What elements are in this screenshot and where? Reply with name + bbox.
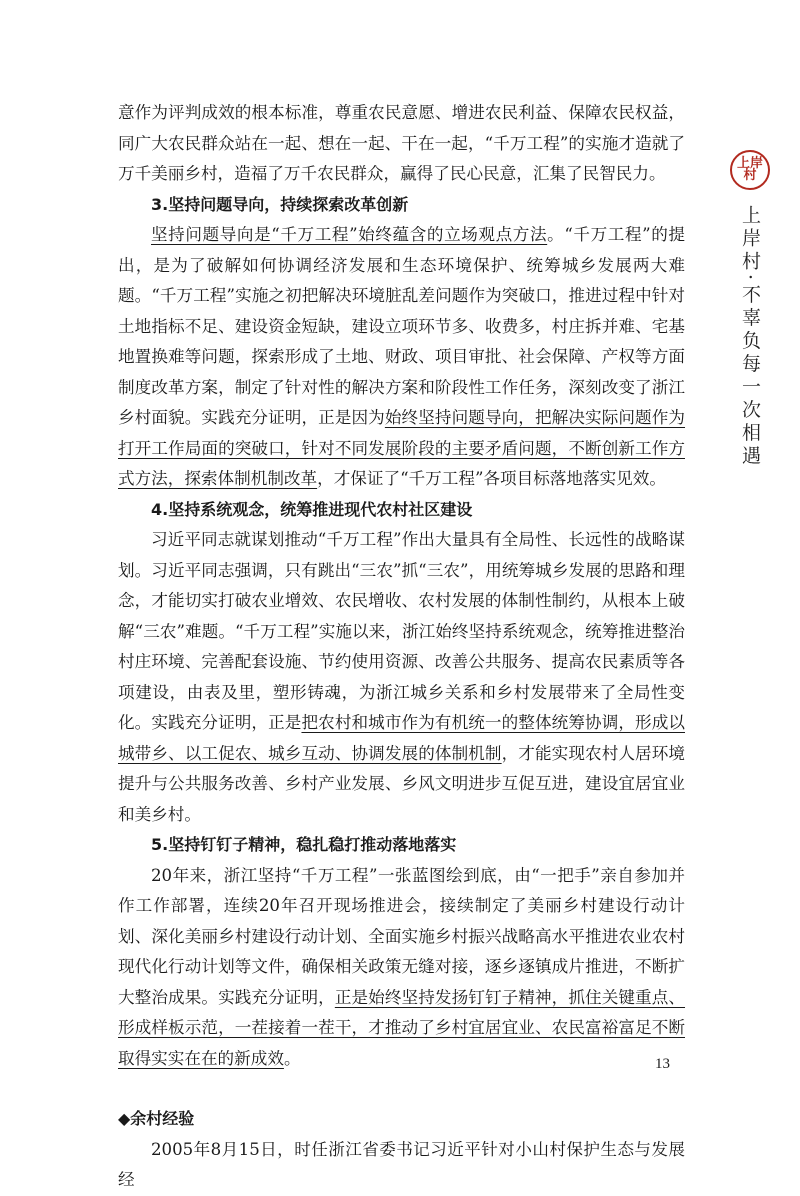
paragraph-5: 2005年8月15日，时任浙江省委书记习近平针对小山村保护生态与发展经	[118, 1139, 685, 1189]
paragraph-2	[118, 220, 685, 495]
text-run: 20年来，浙江坚持“千万工程”一张蓝图绘到底，由“一把手”亲自参加并作工作部署，连续20年召开现场推进会，接续制定了美丽乡村建设行动计划、深化美丽乡村建设行动计划、全面实施乡村振兴战略高水平推进农业农村现代化行动计划等文件，确保相关政策无缝对接，逐乡逐镇成片推进，不断扩大整治成果。实践充分证明，	[118, 865, 685, 1007]
paragraph-3	[118, 525, 685, 830]
underline-text: 坚持问题导向是“千万工程”始终蕴含的立场观点方法	[151, 225, 548, 244]
paragraph-4	[118, 861, 685, 1075]
text-run: ，才能实现农村人居环境提升与公共服务改善、乡村产业发展、乡风文明进步互促互进，建设宜居宜业和美乡村。	[118, 743, 686, 824]
heading-4: 4.坚持系统观念，统筹推进现代农村社区建设	[151, 499, 473, 519]
side-slogan: 上岸村·不辜负每一次相遇	[739, 205, 761, 469]
underline-text: 正是始终坚持发扬钉钉子精神，抓住关键重点、形成样板示范，一茬接着一茬干，才推动了乡村宜居宜业、农民富裕富足不断取得实实在在的新成效	[118, 987, 686, 1068]
text-run: 。“千万工程”的提出，是为了破解如何协调经济发展和生态环境保护、统筹城乡发展两大难题。“千万工程”实施之初把解决环境脏乱差问题作为突破口，推进过程中针对土地指标不足、建设资金短缺，建设立项环节多、收费多，村庄拆并难、宅基地置换难等问题，探索形成了土地、财政、项目审批、社会保障、产权等方面制度改革方案，制定了针对性的解决方案和阶段性工作任务，深刻改变了浙江乡村面貌。实践充分证明，正是因为	[118, 225, 686, 427]
section-heading: ◆余村经验	[118, 1109, 195, 1128]
page-number: 13	[655, 1056, 670, 1072]
paragraph-1: 意作为评判成效的根本标准，尊重农民意愿、增进农民利益、保障农民权益，同广大农民群众站在一起、想在一起、干在一起，“千万工程”的实施才造就了万千美丽乡村，造福了万千农民群众，赢得了民心民意，汇集了民智民力。	[118, 103, 685, 183]
underline-text: 始终坚持问题导向，把解决实际问题作为打开工作局面的突破口，针对不同发展阶段的主要矛盾问题，不断创新工作方式方法，探索体制机制改革	[118, 408, 686, 488]
text-run: ，才保证了“千万工程”各项目标落地落实见效。	[317, 469, 666, 488]
heading-5: 5.坚持钉钉子精神，稳扎稳打推动落地落实	[151, 835, 457, 854]
text-run: 习近平同志就谋划推动“千万工程”作出大量具有全局性、长远性的战略谋划。习近平同志强调，只有跳出“三农”抓“三农”，用统筹城乡发展的思路和理念，才能切实打破农业增效、农民增收、农村发展的体制性制约，从根本上破解“三农”难题。“千万工程”实施以来，浙江始终坚持系统观念，统筹推进整治村庄环境、完善配套设施、节约使用资源、改善公共服务、提高农民素质等各项建设，由表及里，塑形铸魂，为浙江城乡关系和乡村发展带来了全局性变化。实践充分证明，正是	[118, 530, 685, 732]
text-run: 。	[283, 1048, 301, 1068]
underline-text: 把农村和城市作为有机统一的整体统筹协调，形成以城带乡、以工促农、城乡互动、协调发展的体制机制	[118, 713, 685, 763]
page-body	[118, 98, 685, 1196]
seal-logo: 上岸村	[730, 150, 770, 190]
heading-3: 3.坚持问题导向，持续探索改革创新	[151, 194, 409, 214]
